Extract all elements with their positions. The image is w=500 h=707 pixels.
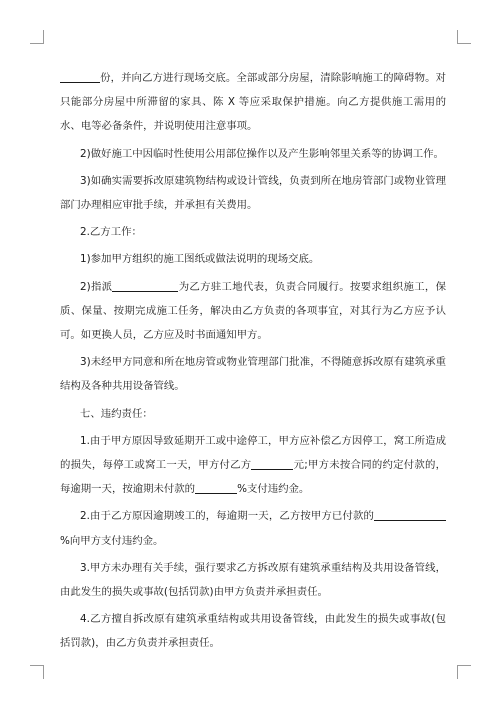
paragraph-site-representative xyxy=(60,275,446,348)
fill-blank xyxy=(112,280,178,292)
paragraph-text: %向甲方支付违约金。 xyxy=(60,534,164,547)
crop-mark-bottom-right xyxy=(457,665,471,679)
heading-breach-liability: 七、违约责任： xyxy=(80,407,153,420)
paragraph-text: 1.由于甲方原因导致延期开工或中途停工，甲方应补偿乙方因停工，窝工所造成的损失，每停工或窝工一天，甲方付乙方 xyxy=(60,434,446,472)
paragraph-text: %支付违约金。 xyxy=(237,483,310,496)
heading-contractor-duties: 2.乙方工作： xyxy=(80,226,142,239)
paragraph-text: 2)指派 xyxy=(80,280,113,293)
paragraph-owner-forced-alteration: 3.甲方未办理有关手续，强行要求乙方拆改原有建筑承重结构及共用设备管线，由此发生的损失或事故(包括罚款)由甲方负责并承担责任。 xyxy=(60,561,446,599)
paragraph-contractor-unauthorized-alteration: 4.乙方擅自拆改原有建筑承重结构或共用设备管线，由此发生的损失或事故(包括罚款)，由乙方负责并承担责任。 xyxy=(60,613,446,650)
paragraph-text: 2.由于乙方原因逾期竣工的，每逾期一天，乙方按甲方已付款的 xyxy=(80,510,374,523)
crop-mark-top-left xyxy=(30,30,44,44)
paragraph-text: 元;甲方未按合同的约定付款的，每逾期一天，按逾期未付款的 xyxy=(60,459,447,496)
document-body xyxy=(60,66,446,659)
paragraph-owner-delay xyxy=(60,429,446,502)
paragraph-text: 份，并向乙方进行现场交底。全部或部分房屋，清除影响施工的障碍物。对只能部分房屋中所滞留的家具、陈 X 等应采取保护措施。向乙方提供施工需用的水、电等必备条件，并说明使用注意事项。 xyxy=(60,72,446,133)
paragraph-contractor-delay xyxy=(60,504,446,552)
fill-blank xyxy=(251,458,293,470)
fill-blank xyxy=(374,509,446,521)
crop-mark-bottom-left xyxy=(30,665,44,679)
paragraph-site-handover xyxy=(60,66,446,139)
paragraph-coordination: 2)做好施工中因临时性使用公用部位操作以及产生影响邻里关系等的协调工作。 xyxy=(80,147,444,160)
fill-blank xyxy=(195,482,237,494)
paragraph-approval: 3)如确实需要拆改原建筑物结构或设计管线，负责到所在地房管部门或物业管理部门办理相应审批手续，并承担有关费用。 xyxy=(60,174,446,212)
paragraph-briefing: 1)参加甲方组织的施工图纸或做法说明的现场交底。 xyxy=(80,253,320,266)
paragraph-no-alteration: 3)未经甲方同意和所在地房管或物业管理部门批准，不得随意拆改原有建筑承重结构及各种共用设备管线。 xyxy=(60,356,446,393)
paragraph-text: 为乙方驻工地代表，负责合同履行。按要求组织施工，保质、保量、按期完成施工任务，解决由乙方负责的各项事宜，对其行为乙方应予认可。如更换人员，乙方应及时书面通知甲方。 xyxy=(60,280,446,342)
crop-mark-top-right xyxy=(457,30,471,44)
fill-blank xyxy=(60,71,100,83)
